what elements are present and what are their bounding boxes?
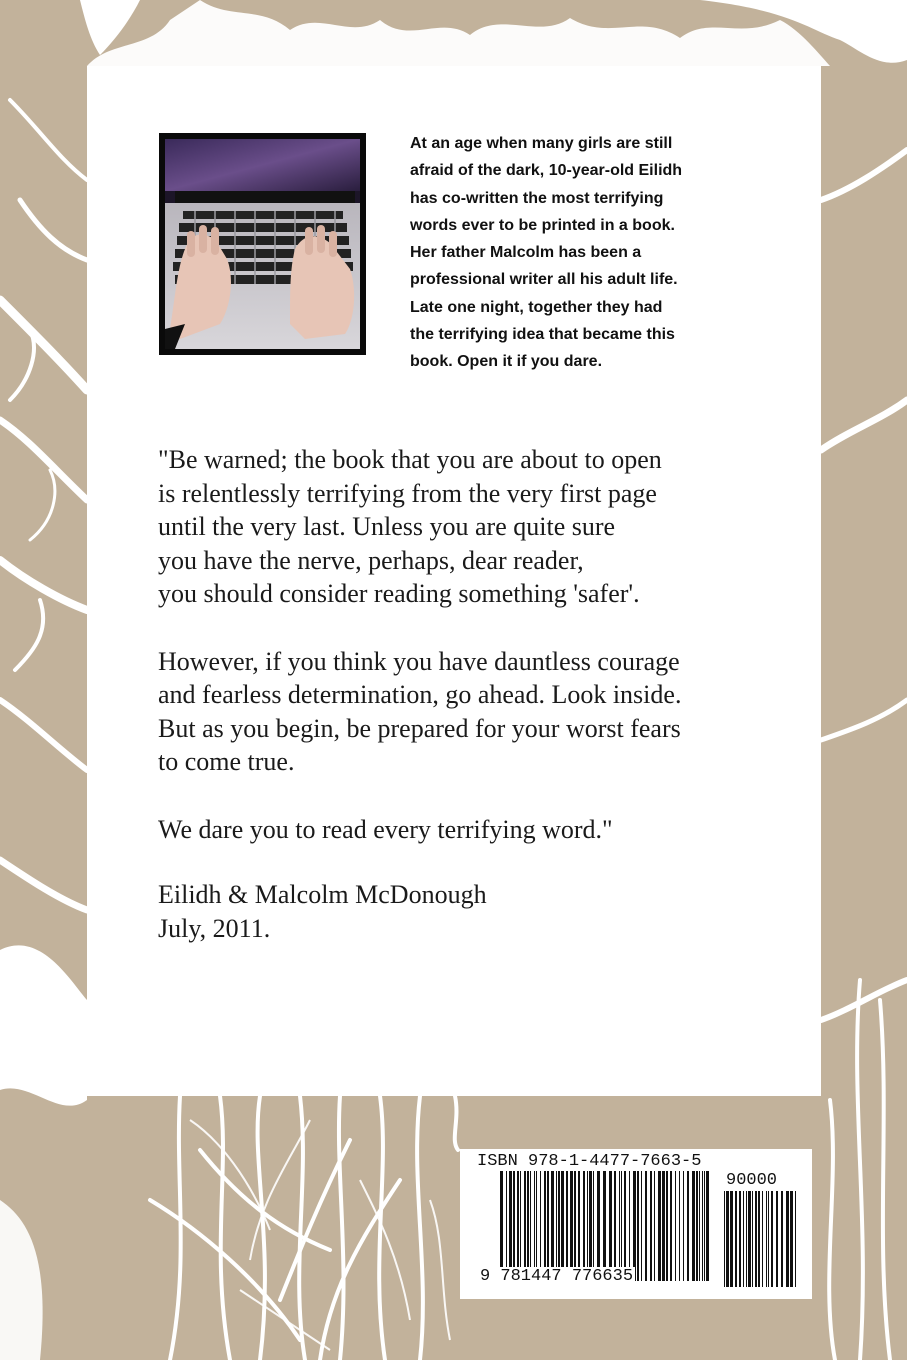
quote-line: you have the nerve, perhaps, dear reader, xyxy=(158,545,584,575)
blurb-line: has co-written the most terrifying xyxy=(410,189,664,207)
isbn-barcode xyxy=(460,1149,812,1299)
blurb-line: the terrifying idea that became this xyxy=(410,326,675,344)
author-photo xyxy=(159,133,366,355)
barcode-digits: 9 781447 776635 xyxy=(480,1267,634,1286)
price-code: 90000 xyxy=(726,1171,778,1190)
quote-line: is relentlessly terrifying from the very first page xyxy=(158,478,657,508)
isbn-label: ISBN 978-1-4477-7663-5 xyxy=(477,1152,702,1171)
quote-paragraph-1 xyxy=(158,443,798,611)
blurb-line: Late one night, together they had xyxy=(410,298,663,316)
signature-block xyxy=(158,878,487,946)
quote-paragraph-3 xyxy=(158,813,798,847)
blurb-line: afraid of the dark, 10-year-old Eilidh xyxy=(410,162,683,180)
blurb-line: At an age when many girls are still xyxy=(410,135,673,152)
quote-line: to come true. xyxy=(158,747,295,776)
quote-line: We dare you to read every terrifying word." xyxy=(158,814,613,844)
warning-quote xyxy=(158,443,798,880)
blurb-line: Her father Malcolm has been a xyxy=(410,244,642,262)
barcode-addon-bars xyxy=(724,1191,800,1287)
author-blurb xyxy=(410,130,740,376)
quote-paragraph-2 xyxy=(158,645,798,779)
blurb-line: professional writer all his adult life. xyxy=(410,271,678,289)
quote-line: and fearless determination, go ahead. Look inside. xyxy=(158,680,682,709)
quote-line: But as you begin, be prepared for your worst fears xyxy=(158,713,681,743)
blurb-line: words ever to be printed in a book. xyxy=(410,216,675,234)
signature-date: July, 2011. xyxy=(158,914,271,943)
laptop-typing-image xyxy=(165,139,360,349)
quote-line: until the very last. Unless you are quite sure xyxy=(158,512,616,541)
quote-line: However, if you think you have dauntless courage xyxy=(158,646,680,676)
barcode-bars xyxy=(500,1171,710,1281)
quote-line: you should consider reading something 'safer'. xyxy=(158,579,640,608)
quote-line: "Be warned; the book that you are about to open xyxy=(158,445,662,474)
blurb-line: book. Open it if you dare. xyxy=(410,353,603,371)
author-names: Eilidh & Malcolm McDonough xyxy=(158,880,487,909)
